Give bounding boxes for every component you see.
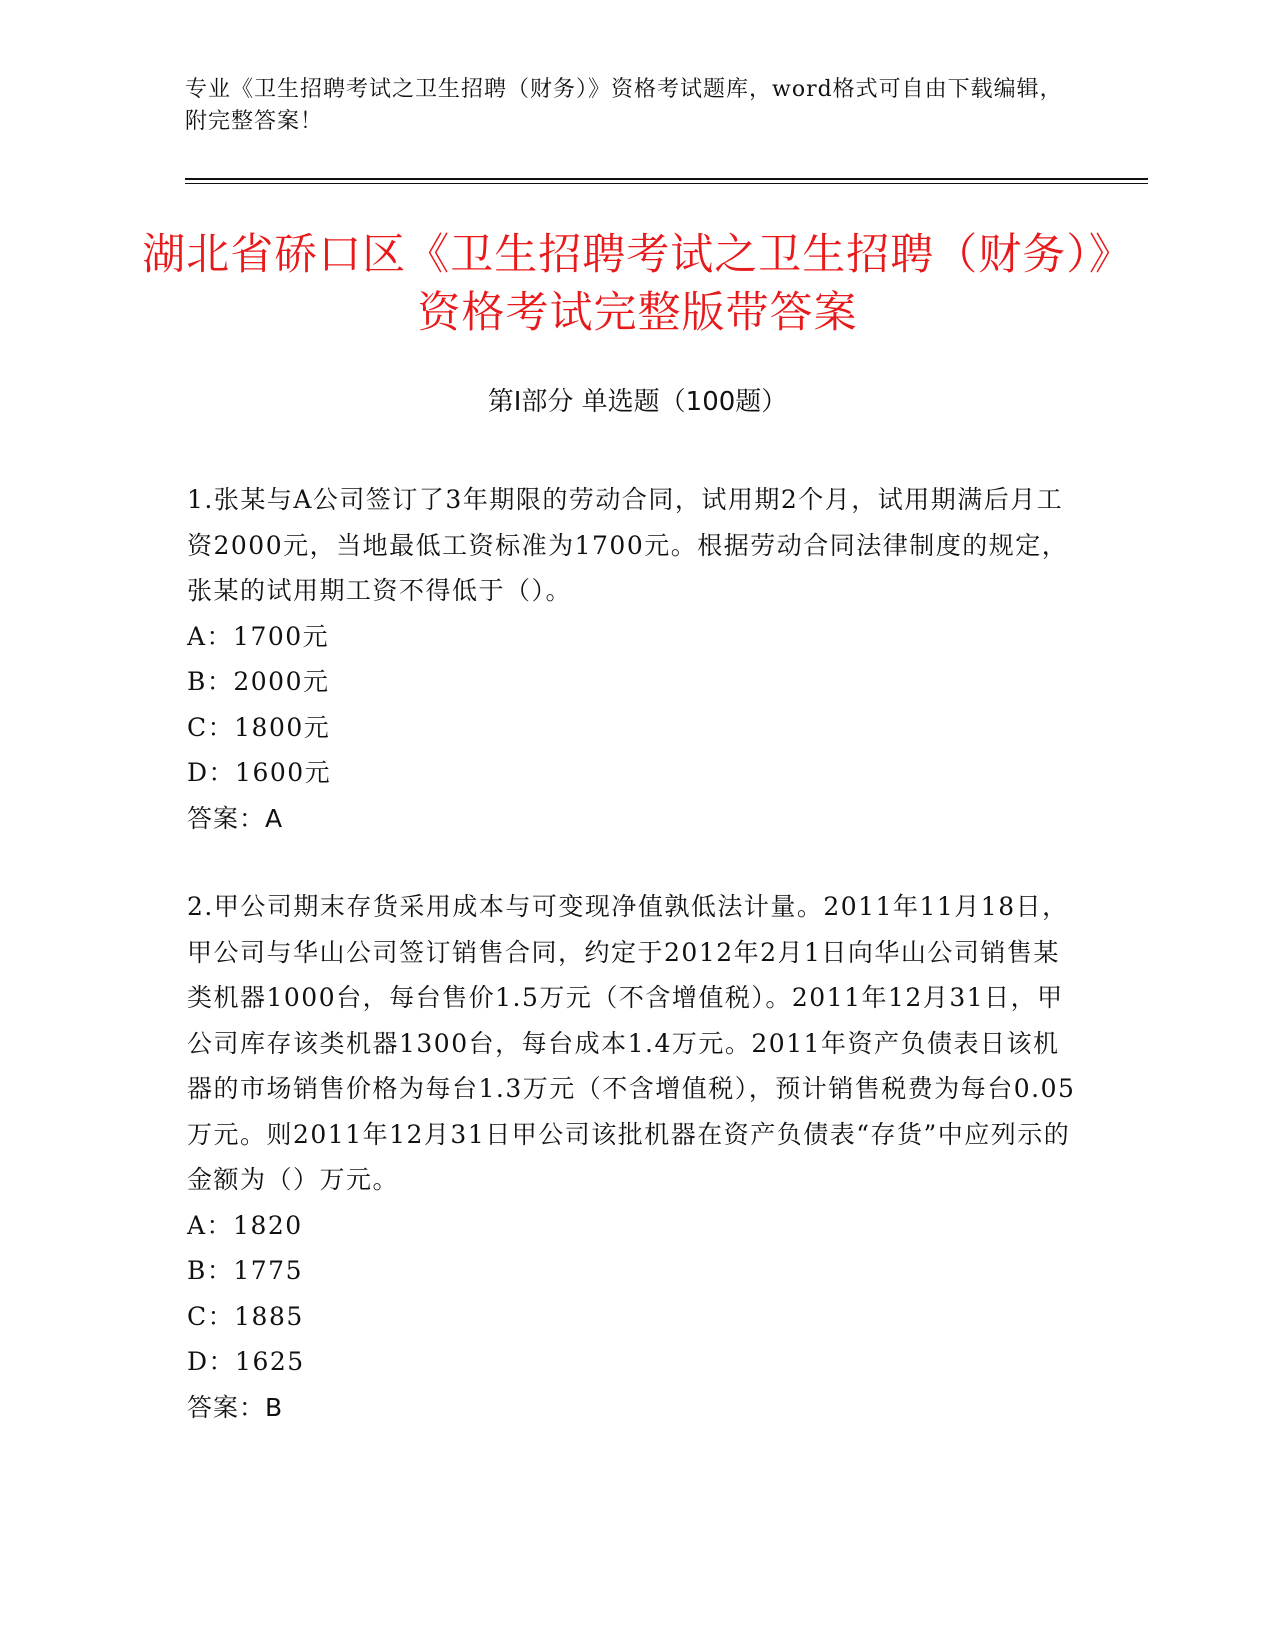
option-d: D：1625 (187, 1347, 305, 1376)
option-b: B：2000元 (187, 667, 330, 696)
option-a: A：1700元 (187, 621, 330, 651)
option-c: C：1885 (187, 1301, 304, 1331)
header-divider-thin (185, 183, 1148, 184)
answer: 答案：A (187, 803, 284, 833)
option-d: D：1600元 (187, 758, 332, 787)
question-1 (187, 477, 1077, 841)
answer: 答案：B (187, 1392, 284, 1422)
option-b: B：1775 (187, 1256, 303, 1285)
header-note: 专业《卫生招聘考试之卫生招聘（财务）》资格考试题库，word格式可自由下载编辑，附完整答案！ (185, 77, 1063, 134)
question-stem: 1.张某与A公司签订了3年期限的劳动合同，试用期2个月，试用期满后月工资2000元，当地最低工资标准为1700元。根据劳动合同法律制度的规定，张某的试用期工资不得低于（）。 (187, 485, 1069, 605)
question-stem: 2.甲公司期末存货采用成本与可变现净值孰低法计量。2011年11月18日，甲公司与华山公司签订销售合同，约定于2012年2月1日向华山公司销售某类机器1000台，每台售价1.5万元（不含增值税）。2011年12月31日，甲公司库存该类机器1300台，每台成本1.4万元。2011年资产负债表日该机器的市场销售价格为每台1.3万元（不含增值税），预计销售税费为每台0.05万元。则2011年12月31日甲公司该批机器在资产负债表“存货”中应列示的金额为（）万元。 (187, 892, 1076, 1194)
document-title: 湖北省硚口区《卫生招聘考试之卫生招聘（财务）》资格考试完整版带答案 (142, 230, 1133, 338)
option-c: C：1800元 (187, 712, 331, 742)
header-divider-thick (185, 178, 1148, 180)
question-2 (187, 884, 1077, 1430)
section-title: 第I部分 单选题（100题） (487, 387, 788, 417)
option-a: A：1820 (187, 1210, 303, 1240)
